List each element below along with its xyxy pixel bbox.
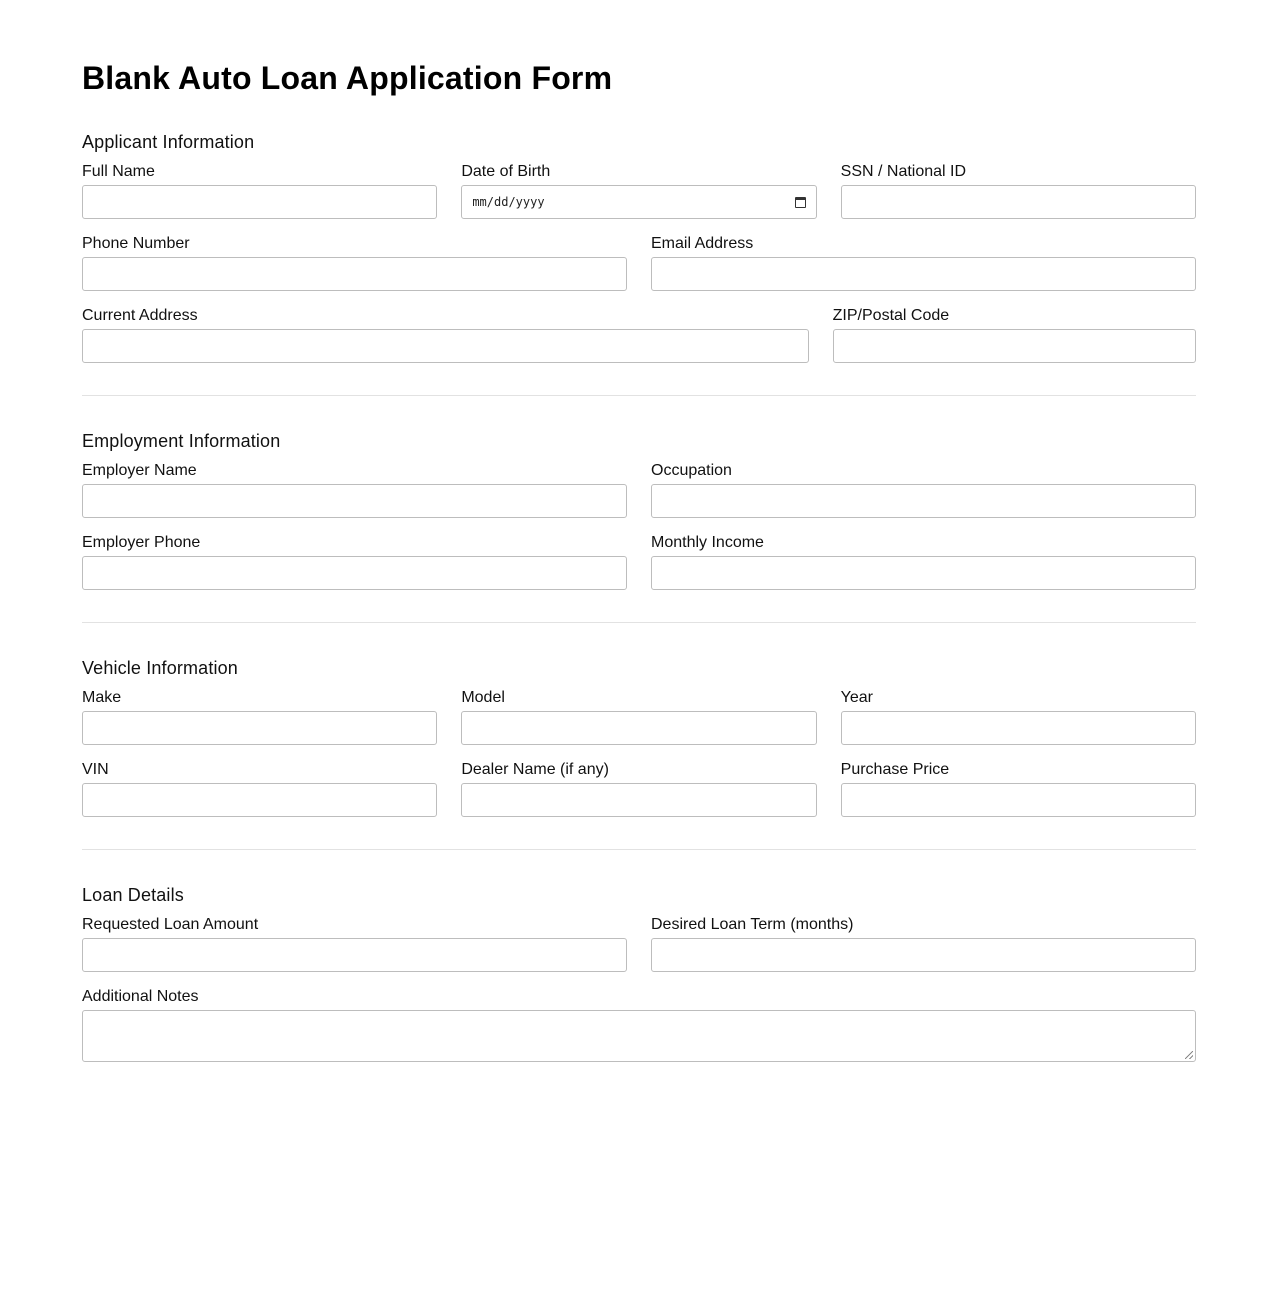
label-occupation: Occupation [651, 462, 732, 479]
additional-notes-textarea[interactable] [82, 1010, 1196, 1062]
section-heading-employment: Employment Information [82, 431, 281, 451]
dob-placeholder: mm/dd/yyyy [472, 195, 545, 209]
section-heading-loan: Loan Details [82, 885, 184, 905]
field-monthly-income [651, 533, 1196, 590]
employment-row-2 [82, 533, 1196, 605]
field-phone [82, 234, 627, 291]
model-input[interactable] [461, 711, 816, 745]
ssn-input[interactable] [841, 185, 1196, 219]
label-dealer: Dealer Name (if any) [461, 761, 609, 778]
label-loan-amount: Requested Loan Amount [82, 916, 259, 933]
label-vin: VIN [82, 761, 109, 778]
page-title: Blank Auto Loan Application Form [82, 60, 613, 96]
label-notes: Additional Notes [82, 988, 199, 1005]
loan-row-1 [82, 915, 1196, 987]
label-dob: Date of Birth [461, 163, 551, 180]
field-vin [82, 760, 437, 817]
dob-input[interactable] [461, 185, 816, 219]
label-loan-term: Desired Loan Term (months) [651, 916, 854, 933]
label-full-name: Full Name [82, 163, 155, 180]
section-heading-vehicle: Vehicle Information [82, 658, 238, 678]
loan-row-2 [82, 987, 1196, 1062]
field-zip [833, 306, 1196, 363]
field-loan-term [651, 915, 1196, 972]
field-employer-phone [82, 533, 627, 590]
field-dob [461, 162, 816, 219]
label-employer-phone: Employer Phone [82, 534, 201, 551]
field-year [841, 688, 1196, 745]
field-address [82, 306, 809, 363]
year-input[interactable] [841, 711, 1196, 745]
loan-amount-input[interactable] [82, 938, 627, 972]
label-model: Model [461, 689, 505, 706]
field-loan-amount [82, 915, 627, 972]
applicant-section [82, 131, 1196, 396]
field-dealer [461, 760, 816, 817]
purchase-price-input[interactable] [841, 783, 1196, 817]
applicant-row-2 [82, 234, 1196, 306]
label-monthly-income: Monthly Income [651, 534, 764, 551]
label-price: Purchase Price [840, 761, 950, 778]
vehicle-section [82, 657, 1196, 850]
field-model [461, 688, 816, 745]
label-make: Make [82, 689, 122, 706]
field-make [82, 688, 437, 745]
field-ssn [841, 162, 1196, 219]
dealer-input[interactable] [461, 783, 816, 817]
label-phone: Phone Number [82, 235, 190, 252]
loan-term-input[interactable] [651, 938, 1196, 972]
label-zip: ZIP/Postal Code [832, 307, 950, 324]
resize-handle-icon[interactable] [1185, 1051, 1193, 1059]
address-input[interactable] [82, 329, 809, 363]
section-heading-applicant: Applicant Information [82, 132, 255, 152]
email-input[interactable] [651, 257, 1196, 291]
applicant-row-1 [82, 162, 1196, 234]
label-ssn: SSN / National ID [840, 163, 967, 180]
make-input[interactable] [82, 711, 437, 745]
label-year: Year [840, 689, 873, 706]
field-email [651, 234, 1196, 291]
label-address: Current Address [82, 307, 198, 324]
vehicle-row-2 [82, 760, 1196, 832]
field-full-name [82, 162, 437, 219]
label-email: Email Address [651, 235, 754, 252]
field-employer-name [82, 461, 627, 518]
full-name-input[interactable] [82, 185, 437, 219]
employment-section [82, 430, 1196, 623]
field-occupation [651, 461, 1196, 518]
field-notes [82, 987, 1196, 1062]
occupation-input[interactable] [651, 484, 1196, 518]
vin-input[interactable] [82, 783, 437, 817]
field-price [841, 760, 1196, 817]
vehicle-row-1 [82, 688, 1196, 760]
phone-input[interactable] [82, 257, 627, 291]
employer-name-input[interactable] [82, 484, 627, 518]
loan-section [82, 884, 1196, 1079]
zip-input[interactable] [833, 329, 1196, 363]
applicant-row-3 [82, 306, 1196, 378]
label-employer-name: Employer Name [82, 462, 197, 479]
employment-row-1 [82, 461, 1196, 533]
employer-phone-input[interactable] [82, 556, 627, 590]
monthly-income-input[interactable] [651, 556, 1196, 590]
calendar-icon[interactable] [795, 197, 806, 208]
